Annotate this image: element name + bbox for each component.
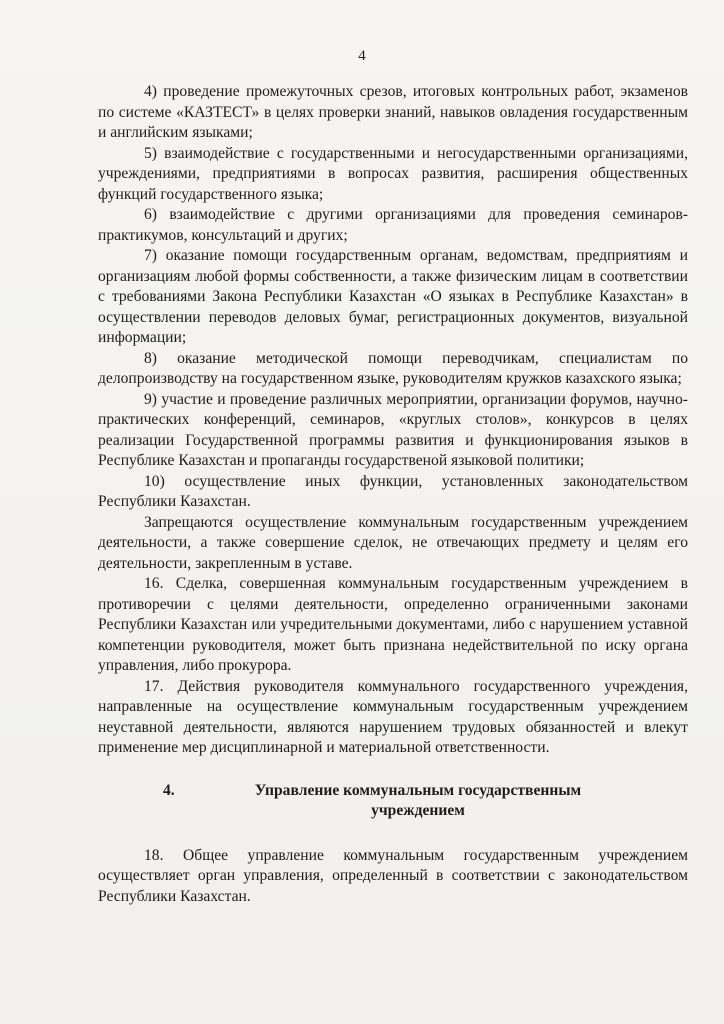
section-number: 4. [163, 781, 175, 799]
section-title: Управление коммунальным государственным учреждением [254, 781, 582, 819]
paragraph-16: 16. Сделка, совершенная коммунальным государственным учреждением в противоречии с целями деятельности, определенно ограниченными законами Республики Казахстан или учредительными документами, либо с нарушением уставной компетенции руководителя, может быть признана недействительной по иску органа управления, либо прокурора. [98, 575, 688, 674]
paragraph-18: 18. Общее управление коммунальным государственным учреждением осуществляет орган управления, определенный в соответствии с законодательством Республики Казахстан. [98, 846, 688, 905]
paragraph-item-10: 10) осуществление иных функции, установленных законодательством Республики Казахстан. [98, 472, 688, 510]
paragraph-item-7: 7) оказание помощи государственным органам, ведомствам, предприятиям и организациям любой формы собственности, а также физическим лицам в соответствии с требованиями Закона Республики Казахстан «О языках в Республике Казахстан» в осуществлении переводов деловых бумаг, регистрационных документов, визуальной информации; [98, 247, 688, 346]
page-number: 4 [358, 48, 366, 64]
paragraph-item-8: 8) оказание методической помощи переводчикам, специалистам по делопроизводству на государственном языке, руководителям кружков казахского языка; [98, 349, 688, 387]
paragraph-prohibition: Запрещаются осуществление коммунальным государственным учреждением деятельности, а также совершение сделок, не отвечающих предмету и целям его деятельности, закрепленным в уставе. [98, 513, 688, 572]
paragraph-item-9: 9) участие и проведение различных мероприятии, организации форумов, научно-практических конференций, семинаров, «круглых столов», конкурсов в целях реализации Государственной программы развития и функционирования языков в Республике Казахстан и пропаганды государственой языковой политики; [98, 390, 688, 469]
paragraph-item-6: 6) взаимодействие с другими организациями для проведения семинаров-практикумов, консультаций и других; [98, 206, 688, 244]
paragraph-item-5: 5) взаимодействие с государственными и негосударственными организациями, учреждениями, предприятиями в вопросах развития, расширения общественных функций государственного языка; [98, 144, 688, 203]
document-body [98, 82, 688, 907]
section-heading [98, 781, 688, 822]
paragraph-17: 17. Действия руководителя коммунального государственного учреждения, направленные на осуществление коммунальным государственным учреждением неуставной деятельности, являются нарушением трудовых обязанностей и влекут применение мер дисциплинарной и материальной ответственности. [98, 677, 688, 756]
paragraph-item-4: 4) проведение промежуточных срезов, итоговых контрольных работ, экзаменов по системе «КАЗТЕСТ» в целях проверки знаний, навыков овладения государственным и английским языками; [98, 83, 688, 141]
